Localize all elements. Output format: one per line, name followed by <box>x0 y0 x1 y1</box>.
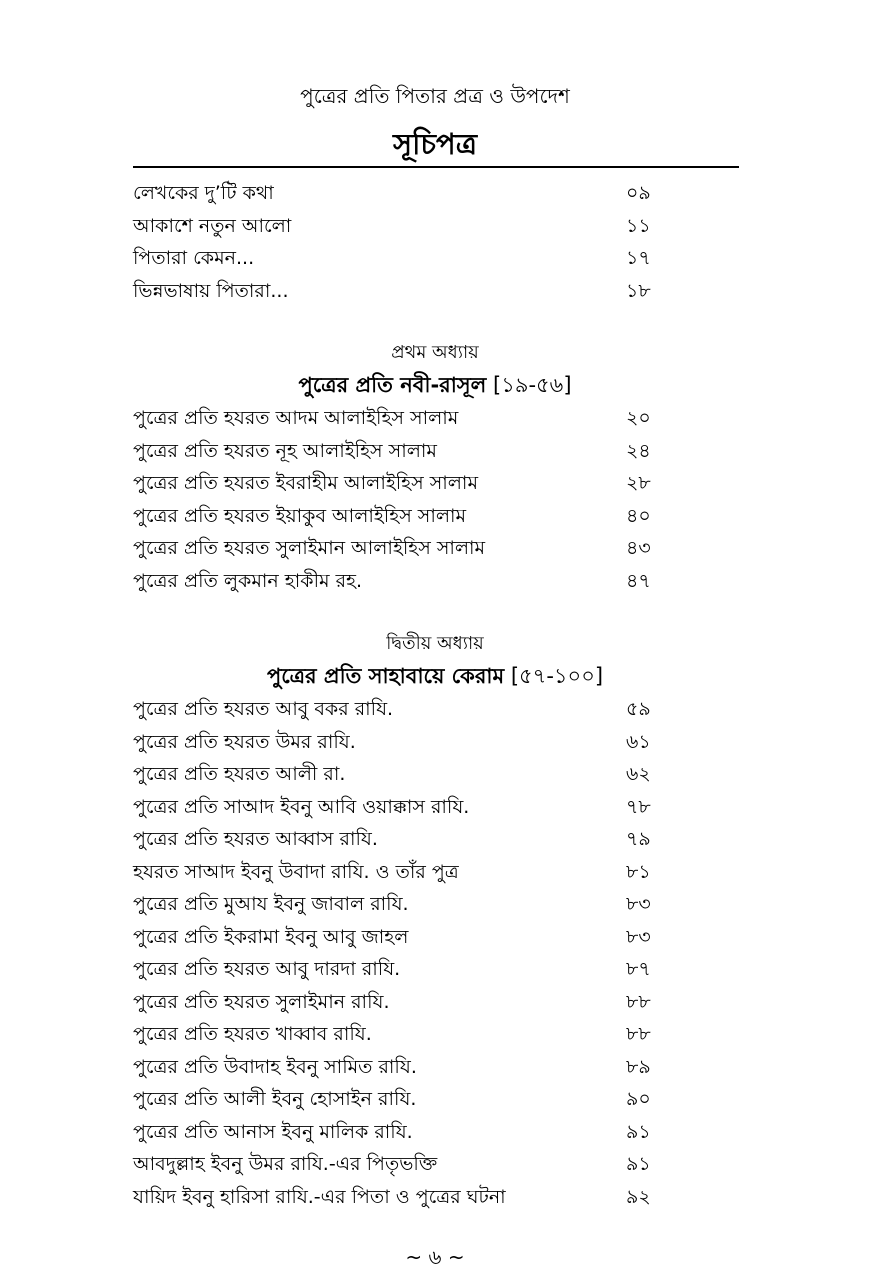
toc-entry[interactable] <box>0 532 870 565</box>
toc-entry-page: ৯০ <box>626 1088 651 1110</box>
toc-entry[interactable] <box>0 1181 870 1214</box>
toc-entry-page: ২৮ <box>626 472 651 494</box>
toc-entry-page: ৭৯ <box>626 828 651 850</box>
toc-entry[interactable] <box>0 726 870 759</box>
toc-entry-title: হযরত সাআদ ইবনু উবাদা রাযি. ও তাঁর পুত্র <box>133 860 459 883</box>
toc-entry-title: পুত্রের প্রতি হযরত ইয়াকুব আলাইহিস সালাম <box>133 504 467 527</box>
toc-entry[interactable] <box>0 1083 870 1116</box>
toc-entry-title: পুত্রের প্রতি ইকরামা ইবনু আবু জাহল <box>133 925 409 948</box>
toc-entry-page: ৮৮ <box>626 990 651 1013</box>
toc-entry-title: আবদুল্লাহ ইবনু উমর রাযি.-এর পিতৃভক্তি <box>133 1153 438 1175</box>
toc-entry[interactable] <box>0 758 870 791</box>
page-title: সূচিপত্র <box>392 127 478 161</box>
toc-entry-title: পুত্রের প্রতি হযরত ইবরাহীম আলাইহিস সালাম <box>133 472 478 494</box>
toc-entry[interactable] <box>0 888 870 921</box>
toc-entry[interactable] <box>0 791 870 824</box>
toc-entry-title: পুত্রের প্রতি হযরত খাব্বাব রাযি. <box>133 1023 372 1045</box>
toc-entry-title: আকাশে নতুন আলো <box>133 214 292 237</box>
toc-entry-title: পুত্রের প্রতি হযরত সুলাইমান রাযি. <box>133 990 390 1013</box>
toc-entry-title: ভিন্নভাষায় পিতারা... <box>133 279 289 302</box>
chapter-title-text: পুত্রের প্রতি সাহাবায়ে কেরাম <box>266 664 505 688</box>
toc-entry-title: পুত্রের প্রতি সাআদ ইবনু আবি ওয়াক্কাস রাযি. <box>133 795 470 818</box>
toc-entry-page: ২৪ <box>626 439 651 462</box>
toc-entry-page: ৯১ <box>626 1153 651 1175</box>
toc-entry-title: পুত্রের প্রতি হযরত আবু দারদা রাযি. <box>133 958 401 980</box>
chapter-two-section <box>0 629 870 1213</box>
chapter-page-range: [১৯-৫৬] <box>493 373 572 397</box>
toc-entry-title: পুত্রের প্রতি আনাস ইবনু মালিক রাযি. <box>133 1120 413 1143</box>
toc-entry-title: পুত্রের প্রতি হযরত আবু বকর রাযি. <box>133 698 394 720</box>
toc-entry-page: ৮৯ <box>626 1055 651 1078</box>
toc-entry[interactable] <box>0 242 870 275</box>
toc-entry-page: ১৭ <box>626 247 651 269</box>
toc-entry[interactable] <box>0 1051 870 1084</box>
toc-entry[interactable] <box>0 435 870 468</box>
chapter-title <box>0 659 870 693</box>
toc-entry[interactable] <box>0 1148 870 1181</box>
toc-entry-title: পুত্রের প্রতি হযরত উমর রাযি. <box>133 730 356 753</box>
toc-entry-page: ৮৭ <box>626 958 651 980</box>
toc-entry-page: ৫৯ <box>626 698 651 720</box>
toc-entry-title: লেখকের দু’টি কথা <box>133 182 274 204</box>
toc-entry-page: ০৯ <box>626 182 651 204</box>
toc-entry-page: ২০ <box>626 407 651 429</box>
toc-entry-title: পুত্রের প্রতি হযরত নূহ আলাইহিস সালাম <box>133 439 437 462</box>
toc-entry-title: যায়িদ ইবনু হারিসা রাযি.-এর পিতা ও পুত্রের ঘটনা <box>133 1185 506 1208</box>
toc-entry[interactable] <box>0 210 870 243</box>
toc-entry[interactable] <box>0 823 870 856</box>
toc-entry[interactable] <box>0 402 870 435</box>
toc-entry[interactable] <box>0 500 870 533</box>
toc-entry[interactable] <box>0 921 870 954</box>
toc-entry-page: ৯২ <box>626 1185 651 1208</box>
toc-entry[interactable] <box>0 275 870 308</box>
intro-section <box>0 177 870 307</box>
toc-entry-page: ৪৩ <box>626 537 651 559</box>
chapter-one-section <box>0 338 870 597</box>
toc-entry[interactable] <box>0 953 870 986</box>
toc-entry[interactable] <box>0 1116 870 1149</box>
toc-entry-page: ১৮ <box>626 279 651 302</box>
toc-entry-title: পুত্রের প্রতি হযরত আলী রা. <box>133 763 346 785</box>
toc-entry[interactable] <box>0 986 870 1019</box>
toc-entry-page: ৪০ <box>626 504 651 527</box>
chapter-label: প্রথম অধ্যায় <box>391 342 479 363</box>
toc-entry-title: পুত্রের প্রতি আলী ইবনু হোসাইন রাযি. <box>133 1088 417 1110</box>
toc-entry[interactable] <box>0 693 870 726</box>
toc-entry-page: ৬১ <box>626 730 651 753</box>
running-header: পুত্রের প্রতি পিতার প্রত্র ও উপদেশ <box>300 84 570 108</box>
chapter-title-text: পুত্রের প্রতি নবী-রাসূল <box>298 373 487 397</box>
title-divider <box>133 166 739 168</box>
toc-entry-page: ৬২ <box>626 763 651 785</box>
toc-entry-title: পুত্রের প্রতি হযরত সুলাইমান আলাইহিস সালাম <box>133 537 486 559</box>
chapter-page-range: [৫৭-১০০] <box>510 664 604 688</box>
chapter-label: দ্বিতীয় অধ্যায় <box>386 633 484 654</box>
toc-entry-page: ৮৩ <box>626 893 651 915</box>
toc-entry[interactable] <box>0 177 870 210</box>
toc-entry-page: ১১ <box>626 214 651 237</box>
toc-entry-page: ৭৮ <box>626 795 651 818</box>
toc-entry-title: পুত্রের প্রতি মুআয ইবনু জাবাল রাযি. <box>133 893 409 915</box>
toc-entry[interactable] <box>0 1018 870 1051</box>
toc-entry-title: পুত্রের প্রতি উবাদাহ ইবনু সামিত রাযি. <box>133 1055 417 1078</box>
chapter-title <box>0 368 870 402</box>
toc-entry-page: ৯১ <box>626 1120 651 1143</box>
toc-entry-title: পিতারা কেমন... <box>133 247 255 269</box>
toc-entry-title: পুত্রের প্রতি লুকমান হাকীম রহ. <box>133 569 363 592</box>
toc-entry[interactable] <box>0 856 870 889</box>
toc-entry[interactable] <box>0 565 870 598</box>
toc-entry-title: পুত্রের প্রতি হযরত আব্বাস রাযি. <box>133 828 378 850</box>
toc-entry-page: ৮১ <box>626 860 651 883</box>
toc-entry-page: ৮৮ <box>626 1023 651 1045</box>
toc-entry-title: পুত্রের প্রতি হযরত আদম আলাইহিস সালাম <box>133 407 459 429</box>
toc-entry-page: ৪৭ <box>626 569 651 592</box>
toc-entry-page: ৮৩ <box>626 925 651 948</box>
toc-entry[interactable] <box>0 467 870 500</box>
page-number: ~ ৬ ~ <box>405 1245 465 1269</box>
